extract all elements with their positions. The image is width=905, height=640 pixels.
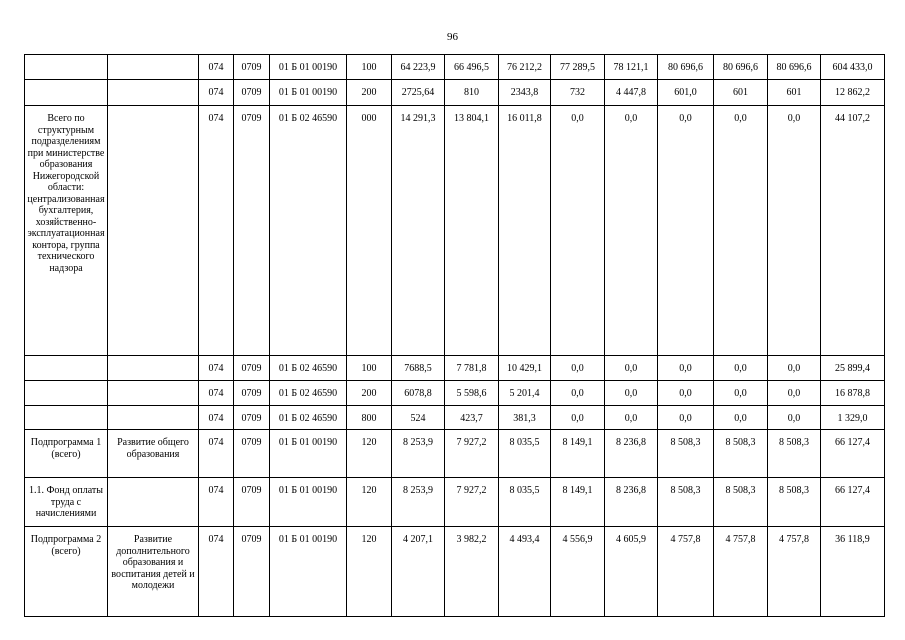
cell-year-1: 14 291,3: [392, 106, 445, 356]
cell-year-7: 601: [714, 80, 768, 106]
cell-section-code: 0709: [234, 430, 270, 478]
cell-section-code: 0709: [234, 106, 270, 356]
cell-year-7: 0,0: [714, 406, 768, 430]
cell-section-code: 0709: [234, 478, 270, 527]
cell-year-6: 8 508,3: [658, 478, 714, 527]
cell-row-subprogram: [108, 406, 199, 430]
cell-section-code: 0709: [234, 527, 270, 617]
cell-total: 36 118,9: [821, 527, 885, 617]
cell-year-4: 4 556,9: [551, 527, 605, 617]
cell-expense-type: 120: [347, 527, 392, 617]
cell-expense-type: 120: [347, 430, 392, 478]
cell-year-8: 0,0: [768, 381, 821, 406]
cell-year-2: 5 598,6: [445, 381, 499, 406]
cell-year-2: 7 927,2: [445, 430, 499, 478]
cell-year-5: 4 447,8: [605, 80, 658, 106]
table-row: [25, 527, 885, 617]
cell-year-5: 0,0: [605, 381, 658, 406]
cell-year-7: 8 508,3: [714, 430, 768, 478]
table-row: [25, 430, 885, 478]
cell-section-code: 0709: [234, 55, 270, 80]
cell-year-4: 0,0: [551, 356, 605, 381]
cell-expense-type: 800: [347, 406, 392, 430]
cell-row-subprogram: [108, 55, 199, 80]
cell-year-6: 4 757,8: [658, 527, 714, 617]
cell-target-article: 01 Б 01 00190: [270, 478, 347, 527]
cell-target-article: 01 Б 02 46590: [270, 381, 347, 406]
table-row: [25, 406, 885, 430]
cell-year-3: 8 035,5: [499, 478, 551, 527]
table-row: [25, 356, 885, 381]
table-row: [25, 478, 885, 527]
cell-year-5: 8 236,8: [605, 430, 658, 478]
cell-total: 44 107,2: [821, 106, 885, 356]
cell-year-6: 0,0: [658, 381, 714, 406]
table-row: [25, 106, 885, 356]
cell-target-article: 01 Б 01 00190: [270, 80, 347, 106]
cell-year-1: 2725,64: [392, 80, 445, 106]
cell-year-6: 8 508,3: [658, 430, 714, 478]
cell-year-2: 7 781,8: [445, 356, 499, 381]
table-row: [25, 80, 885, 106]
cell-year-8: 4 757,8: [768, 527, 821, 617]
cell-row-subprogram: [108, 381, 199, 406]
cell-year-8: 0,0: [768, 356, 821, 381]
cell-year-3: 10 429,1: [499, 356, 551, 381]
cell-year-6: 80 696,6: [658, 55, 714, 80]
cell-row-title: [25, 356, 108, 381]
cell-year-8: 80 696,6: [768, 55, 821, 80]
cell-total: 16 878,8: [821, 381, 885, 406]
cell-total: 12 862,2: [821, 80, 885, 106]
cell-year-6: 601,0: [658, 80, 714, 106]
cell-year-5: 8 236,8: [605, 478, 658, 527]
cell-year-8: 601: [768, 80, 821, 106]
cell-year-5: 0,0: [605, 406, 658, 430]
cell-year-2: 66 496,5: [445, 55, 499, 80]
cell-year-3: 2343,8: [499, 80, 551, 106]
cell-admin-code: 074: [199, 55, 234, 80]
cell-year-1: 64 223,9: [392, 55, 445, 80]
cell-row-title: [25, 80, 108, 106]
cell-admin-code: 074: [199, 478, 234, 527]
cell-section-code: 0709: [234, 356, 270, 381]
cell-year-8: 0,0: [768, 106, 821, 356]
cell-admin-code: 074: [199, 356, 234, 381]
page-number: 96: [447, 31, 458, 43]
cell-expense-type: 000: [347, 106, 392, 356]
cell-year-8: 8 508,3: [768, 478, 821, 527]
cell-target-article: 01 Б 01 00190: [270, 527, 347, 617]
cell-row-subprogram: [108, 106, 199, 356]
cell-year-7: 8 508,3: [714, 478, 768, 527]
cell-admin-code: 074: [199, 381, 234, 406]
cell-row-subprogram: Развитие дополнительного образования и воспитания детей и молодежи: [108, 527, 199, 617]
cell-year-1: 8 253,9: [392, 478, 445, 527]
cell-row-subprogram: [108, 356, 199, 381]
cell-year-3: 8 035,5: [499, 430, 551, 478]
cell-year-7: 0,0: [714, 356, 768, 381]
cell-admin-code: 074: [199, 430, 234, 478]
cell-section-code: 0709: [234, 406, 270, 430]
cell-year-7: 0,0: [714, 106, 768, 356]
cell-year-4: 0,0: [551, 106, 605, 356]
cell-year-5: 4 605,9: [605, 527, 658, 617]
cell-target-article: 01 Б 02 46590: [270, 106, 347, 356]
cell-year-2: 423,7: [445, 406, 499, 430]
cell-year-1: 4 207,1: [392, 527, 445, 617]
cell-year-2: 810: [445, 80, 499, 106]
cell-year-7: 80 696,6: [714, 55, 768, 80]
cell-year-6: 0,0: [658, 106, 714, 356]
budget-table: [24, 54, 885, 617]
cell-row-title: [25, 406, 108, 430]
cell-year-5: 0,0: [605, 106, 658, 356]
cell-year-1: 8 253,9: [392, 430, 445, 478]
cell-year-4: 0,0: [551, 381, 605, 406]
cell-year-7: 4 757,8: [714, 527, 768, 617]
cell-admin-code: 074: [199, 406, 234, 430]
cell-total: 1 329,0: [821, 406, 885, 430]
cell-year-1: 7688,5: [392, 356, 445, 381]
cell-expense-type: 100: [347, 356, 392, 381]
cell-row-subprogram: Развитие общего образования: [108, 430, 199, 478]
cell-expense-type: 200: [347, 381, 392, 406]
cell-year-4: 0,0: [551, 406, 605, 430]
cell-row-title: 1.1. Фонд оплаты труда с начислениями: [25, 478, 108, 527]
cell-year-1: 6078,8: [392, 381, 445, 406]
cell-total: 604 433,0: [821, 55, 885, 80]
cell-target-article: 01 Б 01 00190: [270, 430, 347, 478]
cell-row-subprogram: [108, 478, 199, 527]
cell-year-3: 76 212,2: [499, 55, 551, 80]
cell-year-4: 8 149,1: [551, 478, 605, 527]
cell-year-4: 732: [551, 80, 605, 106]
cell-expense-type: 200: [347, 80, 392, 106]
cell-year-3: 16 011,8: [499, 106, 551, 356]
cell-year-8: 0,0: [768, 406, 821, 430]
table-row: [25, 55, 885, 80]
cell-year-3: 381,3: [499, 406, 551, 430]
table-row: [25, 381, 885, 406]
cell-year-1: 524: [392, 406, 445, 430]
cell-year-6: 0,0: [658, 406, 714, 430]
cell-year-5: 78 121,1: [605, 55, 658, 80]
cell-total: 66 127,4: [821, 478, 885, 527]
cell-target-article: 01 Б 02 46590: [270, 356, 347, 381]
cell-year-2: 3 982,2: [445, 527, 499, 617]
cell-admin-code: 074: [199, 106, 234, 356]
cell-section-code: 0709: [234, 381, 270, 406]
cell-year-5: 0,0: [605, 356, 658, 381]
cell-target-article: 01 Б 01 00190: [270, 55, 347, 80]
cell-total: 66 127,4: [821, 430, 885, 478]
cell-target-article: 01 Б 02 46590: [270, 406, 347, 430]
cell-year-7: 0,0: [714, 381, 768, 406]
cell-total: 25 899,4: [821, 356, 885, 381]
cell-year-2: 7 927,2: [445, 478, 499, 527]
cell-admin-code: 074: [199, 527, 234, 617]
cell-section-code: 0709: [234, 80, 270, 106]
cell-year-4: 8 149,1: [551, 430, 605, 478]
cell-year-6: 0,0: [658, 356, 714, 381]
cell-expense-type: 100: [347, 55, 392, 80]
cell-year-2: 13 804,1: [445, 106, 499, 356]
cell-admin-code: 074: [199, 80, 234, 106]
cell-row-title: Всего по структурным подразделениям при министерстве образования Нижегородской области: централизованная бухгалтерия, хозяйственно-эксплуатационная контора, группа технического надзора: [25, 106, 108, 356]
cell-row-subprogram: [108, 80, 199, 106]
cell-row-title: Подпрограмма 1 (всего): [25, 430, 108, 478]
cell-year-3: 5 201,4: [499, 381, 551, 406]
cell-year-4: 77 289,5: [551, 55, 605, 80]
cell-row-title: [25, 381, 108, 406]
cell-expense-type: 120: [347, 478, 392, 527]
cell-year-8: 8 508,3: [768, 430, 821, 478]
cell-row-title: Подпрограмма 2 (всего): [25, 527, 108, 617]
cell-row-title: [25, 55, 108, 80]
cell-year-3: 4 493,4: [499, 527, 551, 617]
